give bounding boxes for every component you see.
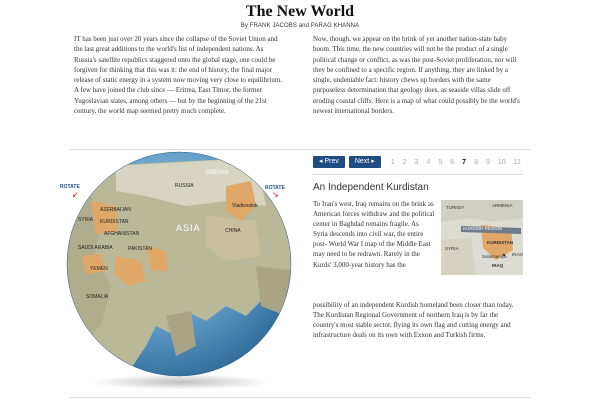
minimap-sulaimaniya: Sulaimaniya bbox=[482, 254, 507, 259]
page-numbers bbox=[391, 159, 529, 166]
label-kurdistan: KURDISTAN bbox=[100, 219, 129, 225]
page-number[interactable]: 10 bbox=[497, 158, 506, 166]
page-number[interactable]: 4 bbox=[426, 158, 431, 166]
kurdistan-minimap bbox=[441, 200, 523, 275]
pagination bbox=[313, 155, 529, 169]
label-vladivostok: Vladivostok bbox=[232, 203, 258, 209]
label-russia: RUSSIA bbox=[175, 183, 194, 189]
rotate-right-button[interactable]: ROTATE bbox=[265, 185, 285, 191]
intro-right-paragraph: Now, though, we appear on the brink of yet another nation-state baby boom. This time, the new countries will not be the product of a single political change or conflict, as was the post-Soviet proliferation, nor will they be confined to a specific region. If anything, they are linked by a single, undeniable fact: history chews up borders with the same purposeless determination that geology does, as seaside villas slide off eroding coastal cliffs. Here is a map of what could possibly be the world's newest international borders. bbox=[313, 35, 520, 116]
divider bbox=[70, 397, 530, 398]
page-number[interactable]: 1 bbox=[390, 158, 395, 166]
globe-shadow bbox=[91, 374, 271, 390]
label-somalia: SOMALIA bbox=[86, 294, 109, 300]
page-number[interactable]: 7 bbox=[462, 158, 467, 166]
minimap-kurdistan: KURDISTAN bbox=[487, 240, 514, 245]
label-yemen: YEMEN bbox=[90, 266, 108, 272]
section-title: An Independent Kurdistan bbox=[313, 182, 429, 193]
arrow-left-icon[interactable]: ↙ bbox=[72, 190, 79, 199]
minimap-syria: SYRIA bbox=[445, 246, 459, 251]
label-syria: SYRIA bbox=[78, 217, 94, 223]
page-number[interactable]: 9 bbox=[485, 158, 490, 166]
page-title: The New World bbox=[245, 3, 355, 20]
prev-button[interactable]: ◂ Prev bbox=[313, 156, 345, 168]
section-body-top: To Iran's west, Iraq remains on the brink as American forces withdraw and the political center in Baghdad remains fragile. As Syria descends into civil war, the entire post- World War I map of the Middle East may need to be redrawn. Rarely in the Kurds' 3,000-year history has the bbox=[313, 200, 435, 269]
rotate-left-button[interactable]: ROTATE bbox=[60, 184, 80, 190]
label-siberia: SIBERIA bbox=[205, 170, 229, 176]
minimap-iraq: IRAQ bbox=[492, 263, 504, 268]
section-body-bottom: possibility of an independent Kurdish homeland been closer than today. The Kurdistan Regional Government of northern Iraq is by far the country's most stable sector, flying its own flag and cutting energy and infrastructure deals on its own with Exxon and Turkish firms. bbox=[313, 301, 514, 340]
page-number[interactable]: 3 bbox=[414, 158, 419, 166]
page-number[interactable]: 8 bbox=[474, 158, 478, 166]
minimap-iran: IRAN bbox=[512, 252, 523, 257]
label-china: CHINA bbox=[225, 228, 241, 234]
page-number[interactable]: 2 bbox=[402, 158, 407, 166]
byline: By FRANK JACOBS and PARAG KHANNA bbox=[240, 23, 360, 29]
next-button[interactable]: Next ▸ bbox=[349, 156, 381, 168]
minimap-armenia: ARMENIA bbox=[492, 203, 513, 208]
arrow-right-icon[interactable]: ↘ bbox=[272, 190, 279, 199]
page-number[interactable]: 6 bbox=[450, 158, 455, 166]
page-number[interactable]: 11 bbox=[513, 158, 521, 166]
label-afghanistan: AFGHANISTAN bbox=[104, 231, 140, 237]
label-pakistan: PAKISTAN bbox=[128, 246, 152, 252]
label-saudi: SAUDI ARABIA bbox=[78, 245, 113, 251]
minimap-region: KURDISH REGION bbox=[463, 226, 503, 231]
page-number[interactable]: 5 bbox=[438, 158, 443, 166]
intro-left-paragraph: IT has been just over 20 years since the collapse of the Soviet Union and the last great additions to the world's list of independent nations. As Russia's satellite republics staggered onto the global stage, one could be forgiven for thinking that this was it: the end of history, the final major release of static energy in a system now moving very close to equilibrium. A few have joined the club since — Eritrea, East Timor, the former Yugoslavian states, among others — but by the beginning of the 21st century, the world map seemed pretty much complete. bbox=[74, 35, 283, 116]
divider bbox=[313, 174, 523, 175]
label-asia: ASIA bbox=[176, 223, 201, 233]
label-azerbaijan: AZERBAIJAN bbox=[100, 207, 131, 213]
minimap-turkey: TURKEY bbox=[446, 205, 465, 210]
